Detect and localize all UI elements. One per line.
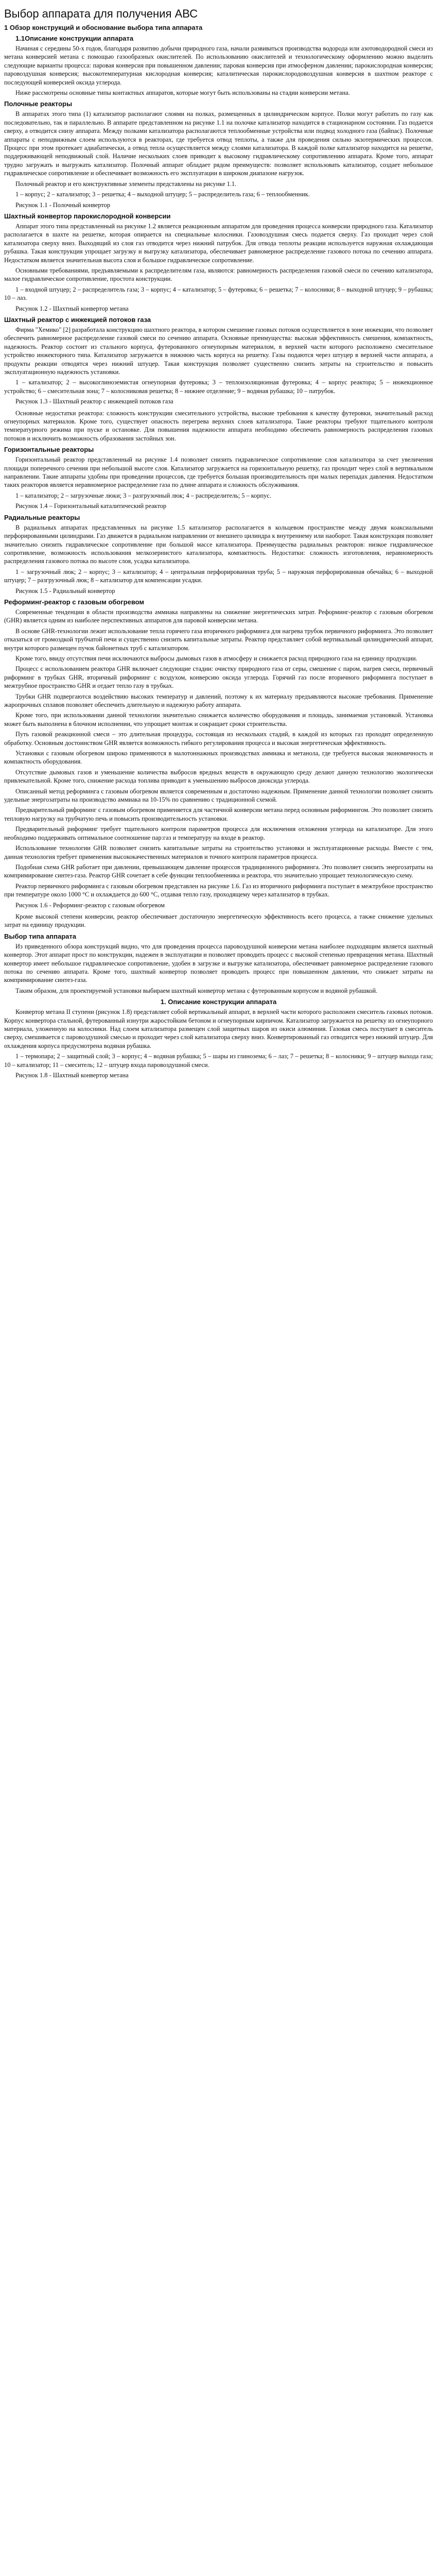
paragraph: Установки с газовым обогревом широко применяются в малотоннажных производствах аммиака и метанола, где требуется высокая экономичность и компактность оборудования. <box>4 750 433 766</box>
paragraph: 1 – катализатор; 2 – загрузочные люки; 3 – разгрузочный люк; 4 – распределитель; 5 – корпус. <box>15 492 271 499</box>
paragraph: Процесс с использованием реактора GHR включает следующие стадии: очистку природного газа от серы, смешение с паром, нагрев смеси, первичный риформинг в трубках GHR, вторичный риформинг с воздухом, конверсию оксида углерода. Горячий газ после вторичного риформинга поступает в межтрубное пространство GHR и отдает тепло газу в трубках. <box>4 665 433 690</box>
paragraph: Начиная с середины 50-х годов, благодаря развитию добычи природного газа, начали развиваться производства водорода или азотоводородной смеси из метана конверсией метана с помощью газообразных окислителей. По использованию окислителей и технологическому оформлению можно выделить следующие варианты процесса: паровая конверсия при повышенном давлении; паровая конверсия при атмосферном давлении; парокислородная конверсия; паровоздушная конверсия; высокотемпературная кислородная конверсия; каталитическая парокислородовоздушная конверсия в шахтном реакторе с последующей конверсией оксида углерода. <box>4 45 433 86</box>
paragraph: 1 – входной штуцер; 2 – распределитель газа; 3 – корпус; 4 – катализатор; 5 – футеровка; 6 – решетка; 7 – колосники; 8 – выходной штуцер; 9 – рубашка; 10 – лаз. <box>4 285 433 302</box>
paragraph: Трубки GHR подвергаются воздействию высоких температур и давлений, поэтому к их материалу предъявляются высокие требования. Применение жаропрочных сплавов позволяет обеспечить длительную и надежную работу аппарата. <box>4 692 433 708</box>
paragraph: Современные тенденции в области производства аммиака направлены на снижение энергетических затрат. Реформинг-реактор с газовым обогревом (GHR) является одним из наиболее перспективных аппаратов для паровой конверсии метана. <box>4 608 433 624</box>
section-heading: Горизонтальные реакторы <box>4 446 94 454</box>
section-heading: Реформинг-реактор с газовым обогревом <box>4 598 145 606</box>
paragraph: Полочный реактор и его конструктивные элементы представлены на рисунке 1.1. <box>15 180 237 188</box>
section-heading: 1 Обзор конструкций и обоснование выбора типа аппарата <box>4 24 203 31</box>
paragraph: Горизонтальный реактор представленный на рисунке 1.4 позволяет снизить гидравлическое сопротивление слоя катализатора за счет увеличения площади поперечного сечения при небольшой высоте слоя. Катализатор загружается на горизонтальную решетку, газ проходит через слой в вертикальном направлении. Такие аппараты удобны при проведении процессов, где требуется большая производительность при малых перепадах давления. Недостатком таких реакторов является неравномерное распределение газа по длине аппарата и сложность обслуживания. <box>4 456 433 489</box>
paragraph: Конвертор метана II ступени (рисунок 1.8) представляет собой вертикальный аппарат, в верхней части которого расположен смеситель газовых потоков. Корпус конвертора стальной, футерованный изнутри жаростойким бетоном и огнеупорным кирпичом. Катализатор загружается на решетку из огнеупорного материала, уложенную на колосники. Над слоем катализатора размещен слой защитных шаров из окиси алюминия. Газовая смесь поступает в смеситель сверху, смешивается с паровоздушной смесью и проходит через слой катализатора сверху вниз. Конвертированный газ отводится через нижний штуцер. Для охлаждения корпуса предусмотрена водяная рубашка. <box>4 1008 433 1049</box>
paragraph: Кроме высокой степени конверсии, реактор обеспечивает достаточную энергетическую эффективность всего процесса, а также снижение удельных затрат на единицу продукции. <box>4 912 433 929</box>
paragraph: Реактор первичного риформинга с газовым обогревом представлен на рисунке 1.6. Газ из вторичного риформинга поступает в межтрубное пространство при температуре около 1000 °С и охлаждается до 600 °С, отдавая тепло газу, проходящему через катализатор в трубках. <box>4 882 433 899</box>
section-heading: Шахтный реактор с инжекцией потоков газа <box>4 315 151 324</box>
paragraph: Использование технологии GHR позволяет снизить капитальные затраты на строительство установки и эксплуатационные расходы. Вместе с тем, данная технология требует применения высококачественных материалов и точного контроля параметров процесса. <box>4 844 433 860</box>
paragraph: В радиальных аппаратах представленных на рисунке 1.5 катализатор располагается в кольцевом пространстве между двумя коаксиальными перфорированными цилиндрами. Газ движется в радиальном направлении от внешнего цилиндра к внутреннему или наоборот. Такая конструкция позволяет значительно снизить гидравлическое сопротивление при большой массе катализатора. Преимущества радиальных реакторов: низкое гидравлическое сопротивление, возможность использования мелкозернистого катализатора, компактность. Недостатки: сложность изготовления, неравномерность распределения газового потока по высоте слоя, усадка катализатора. <box>4 523 433 565</box>
subsection-heading: 1.1Описание конструкции аппарата <box>15 35 134 42</box>
paragraph: 1 – корпус; 2 – катализатор; 3 – решетка; 4 – выходной штуцер; 5 – распределитель газа; 6 – теплообменник. <box>15 191 310 198</box>
paragraph: Предварительный риформинг с газовым обогревом применяется для частичной конверсии метана перед основным риформингом. Это позволяет снизить тепловую нагрузку на трубчатую печь и повысить производительность установки. <box>4 806 433 822</box>
paragraph: Кроме того, при использовании данной технологии значительно снижается количество оборудования и площадь, занимаемая установкой. Установка может быть выполнена в блочном исполнении, что упрощает монтаж и сокращает сроки строительства. <box>4 711 433 727</box>
section-heading: Радиальные реакторы <box>4 513 80 521</box>
figure-caption: Рисунок 1.2 - Шахтный конвертор метана <box>15 304 129 312</box>
figure-caption: Рисунок 1.5 - Радиальный конвертор <box>15 587 115 595</box>
paragraph: Таким образом, для проектируемой установки выбираем шахтный конвертор метана с футерованным корпусом и водяной рубашкой. <box>15 987 378 994</box>
paragraph: Основные недостатки реактора: сложность конструкции смесительного устройства, высокие требования к качеству футеровки, значительный расход огнеупорных материалов. Кроме того, существует опасность перегрева верхних слоев катализатора. Такие реакторы требуют тщательного контроля температурного режима при пуске и остановке. Для повышения надежности аппарата необходимо обеспечить равномерность распределения газовых потоков и исключить возможность образования застойных зон. <box>4 409 433 442</box>
paragraph: Аппарат этого типа представленный на рисунке 1.2 является реакционным аппаратом для проведения процесса конверсии природного газа. Катализатор располагается в шахте на решетке, которая опирается на специальные колосники. Газовоздушная смесь подается сверху. Газ проходит через слой катализатора сверху вниз. Выходящий из слоя газ отводится через нижний патрубок. Для отвода теплоты реакции используется наружная охлаждающая рубашка. Такая конструкция упрощает загрузку и выгрузку катализатора, обеспечивает равномерное распределение газового потока по сечению аппарата. Недостатком является значительная высота слоя и большое гидравлическое сопротивление. <box>4 222 433 264</box>
paragraph: Описанный метод реформинга с газовым обогревом является современным и достаточно надежным. Применение данной технологии позволяет снизить удельные энергозатраты на производство аммиака на 10-15% по сравнению с традиционной схемой. <box>4 787 433 804</box>
paragraph: Путь газовой реакционной смеси – это длительная процедура, состоящая из нескольких стадий, в каждой из которых газ проходит определенную обработку. Основным достоинством GHR является возможность гибкого регулирования процесса и высокая энергетическая эффективность. <box>4 731 433 747</box>
paragraph: Фирма "Хемико" [2] разработала конструкцию шахтного реактора, в котором смешение газовых потоков осуществляется в зоне инжекции, что позволяет обеспечить равномерное распределение газовой смеси по сечению аппарата. Основные преимущества: высокая эффективность смешения, компактность, надежность. Реактор состоит из стального корпуса, футерованного огнеупорным материалом, в верхней части которого расположено смесительное устройство инжекторного типа. Катализатор загружается в нижнюю часть корпуса на решетку. Газы подаются через штуцер в верхней части аппарата, а продукты реакции отводятся через нижний штуцер. Такая конструкция позволяет существенно снизить затраты на строительство и повысить эксплуатационную надежность установки. <box>4 326 433 376</box>
paragraph: 1 – термопара; 2 – защитный слой; 3 – корпус; 4 – водяная рубашка; 5 – шары из глинозема; 6 – лаз; 7 – решетка; 8 – колосники; 9 – штуцер выхода газа; 10 – катализатор; 11 – смеситель; 12 – штуцер входа паровоздушной смеси. <box>4 1053 433 1069</box>
document <box>0 0 436 1093</box>
figure-caption: Рисунок 1.8 - Шахтный конвертор метана <box>15 1072 129 1079</box>
paragraph: В основе GHR-технологии лежит использование тепла горячего газа вторичного риформинга для нагрева трубок первичного риформинга. Это позволяет отказаться от громоздкой трубчатой печи и существенно снизить капитальные затраты. Реактор представляет собой вертикальный цилиндрический аппарат, внутри которого размещен пучок байонетных труб с катализатором. <box>4 627 433 652</box>
document-body <box>4 24 433 1079</box>
paragraph: 1 – загрузочный люк; 2 – корпус; 3 – катализатор; 4 – центральная перфорированная труба; 5 – наружная перфорированная обечайка; 6 – выходной штуцер; 7 – разгрузочный люк; 8 – катализатор для компенсации усадки. <box>4 568 433 584</box>
paragraph: Из приведенного обзора конструкций видно, что для проведения процесса паровоздушной конверсии метана наиболее подходящим является шахтный конвертор. Этот аппарат прост по конструкции, надежен в эксплуатации и позволяет проводить процесс с высокой степенью превращения метана. Шахтный конвертор имеет небольшое гидравлическое сопротивление, удобен в загрузке и выгрузке катализатора, обеспечивает равномерное распределение газового потока по сечению аппарата. Кроме того, шахтный конвертор позволяет проводить процесс при повышенном давлении, что снижает затраты на компримирование синтез-газа. <box>4 942 433 984</box>
section-heading: Шахтный конвертор парокислородной конверсии <box>4 212 171 220</box>
figure-caption: Рисунок 1.3 - Шахтный реактор с инжекцией потоков газа <box>15 398 173 405</box>
paragraph: В аппаратах этого типа (1) катализатор располагают слоями на полках, размещенных в цилиндрическом корпусе. Полки могут работать по газу как последовательно, так и параллельно. В аппарате представленном на рисунке 1.1 на полочке катализатор находится в стационарном состоянии. Газ подается сверху, а отводится снизу аппарата. Между полками катализатора располагаются теплообменные устройства или подвод холодного газа (байпас). Полочные аппараты с неподвижным слоем используются в реакторах, где требуется отвод теплоты, а также для проведения сильно экзотермических процессов. Процесс при этом протекает адиабатически, а отвод тепла осуществляется между слоями катализатора. В каждой полке катализатор находится на решетке, поддерживающей неподвижный слой. Наличие нескольких слоев приводит к высокому гидравлическому сопротивлению аппарата. Кроме того, аппарат трудно загружать и выгружать катализатор. Полочный аппарат обладает рядом преимуществ: позволяет использовать катализатор, создает небольшое гидравлическое сопротивление и обеспечивает возможность его эксплуатации в широком диапазоне нагрузок. <box>4 110 433 177</box>
paragraph: Основными требованиями, предъявляемыми к распределителям газа, являются: равномерность распределения газовой смеси по сечению катализатора, малое гидравлическое сопротивление, простота конструкции. <box>4 266 433 283</box>
page-title: Выбор аппарата для получения АВС <box>4 7 198 20</box>
section-heading: Выбор типа аппарата <box>4 932 76 940</box>
paragraph: 1 – катализатор; 2 – высокоглиноземистая огнеупорная футеровка; 3 – теплоизоляционная футеровка; 4 – корпус реактора; 5 – инжекционное устройство; 6 – смесительная зона; 7 – колосниковая решетка; 8 – нижнее отделение; 9 – водяная рубашка; 10 – патрубок. <box>4 379 433 395</box>
section-heading: Полочные реакторы <box>4 100 73 108</box>
figure-caption: Рисунок 1.1 - Полочный конвертор <box>15 201 110 209</box>
paragraph: Кроме того, ввиду отсутствия печи исключаются выбросы дымовых газов в атмосферу и снижается расход природного газа на единицу продукции. <box>15 654 417 662</box>
figure-caption: Рисунок 1.4 – Горизонтальный каталитический реактор <box>15 502 167 510</box>
paragraph: Предварительный риформинг требует тщательного контроля параметров процесса для исключения отложения углерода на катализаторе. Для этого необходимо поддерживать оптимальное соотношение пар:газ и температуру на входе в реактор. <box>4 825 433 841</box>
paragraph: Ниже рассмотрены основные типы контактных аппаратов, которые могут быть использованы на стадии конверсии метана. <box>15 89 350 97</box>
section-heading: 1. Описание конструкции аппарата <box>160 998 277 1006</box>
figure-caption: Рисунок 1.6 - Реформинг-реактор с газовым обогревом <box>15 901 165 909</box>
paragraph: Отсутствие дымовых газов и уменьшение количества выбросов вредных веществ в окружающую среду делают данную технологию экологически привлекательной. Кроме того, снижение расхода топлива приводит к уменьшению выбросов диоксида углерода. <box>4 768 433 785</box>
paragraph: Подобная схема GHR работает при давлении, превышающем давление процессов традиционного риформинга. Это позволяет снизить энергозатраты на компримирование синтез-газа. Реактор GHR сочетает в себе функции теплообменника и реактора, что значительно упрощает технологическую схему. <box>4 863 433 879</box>
